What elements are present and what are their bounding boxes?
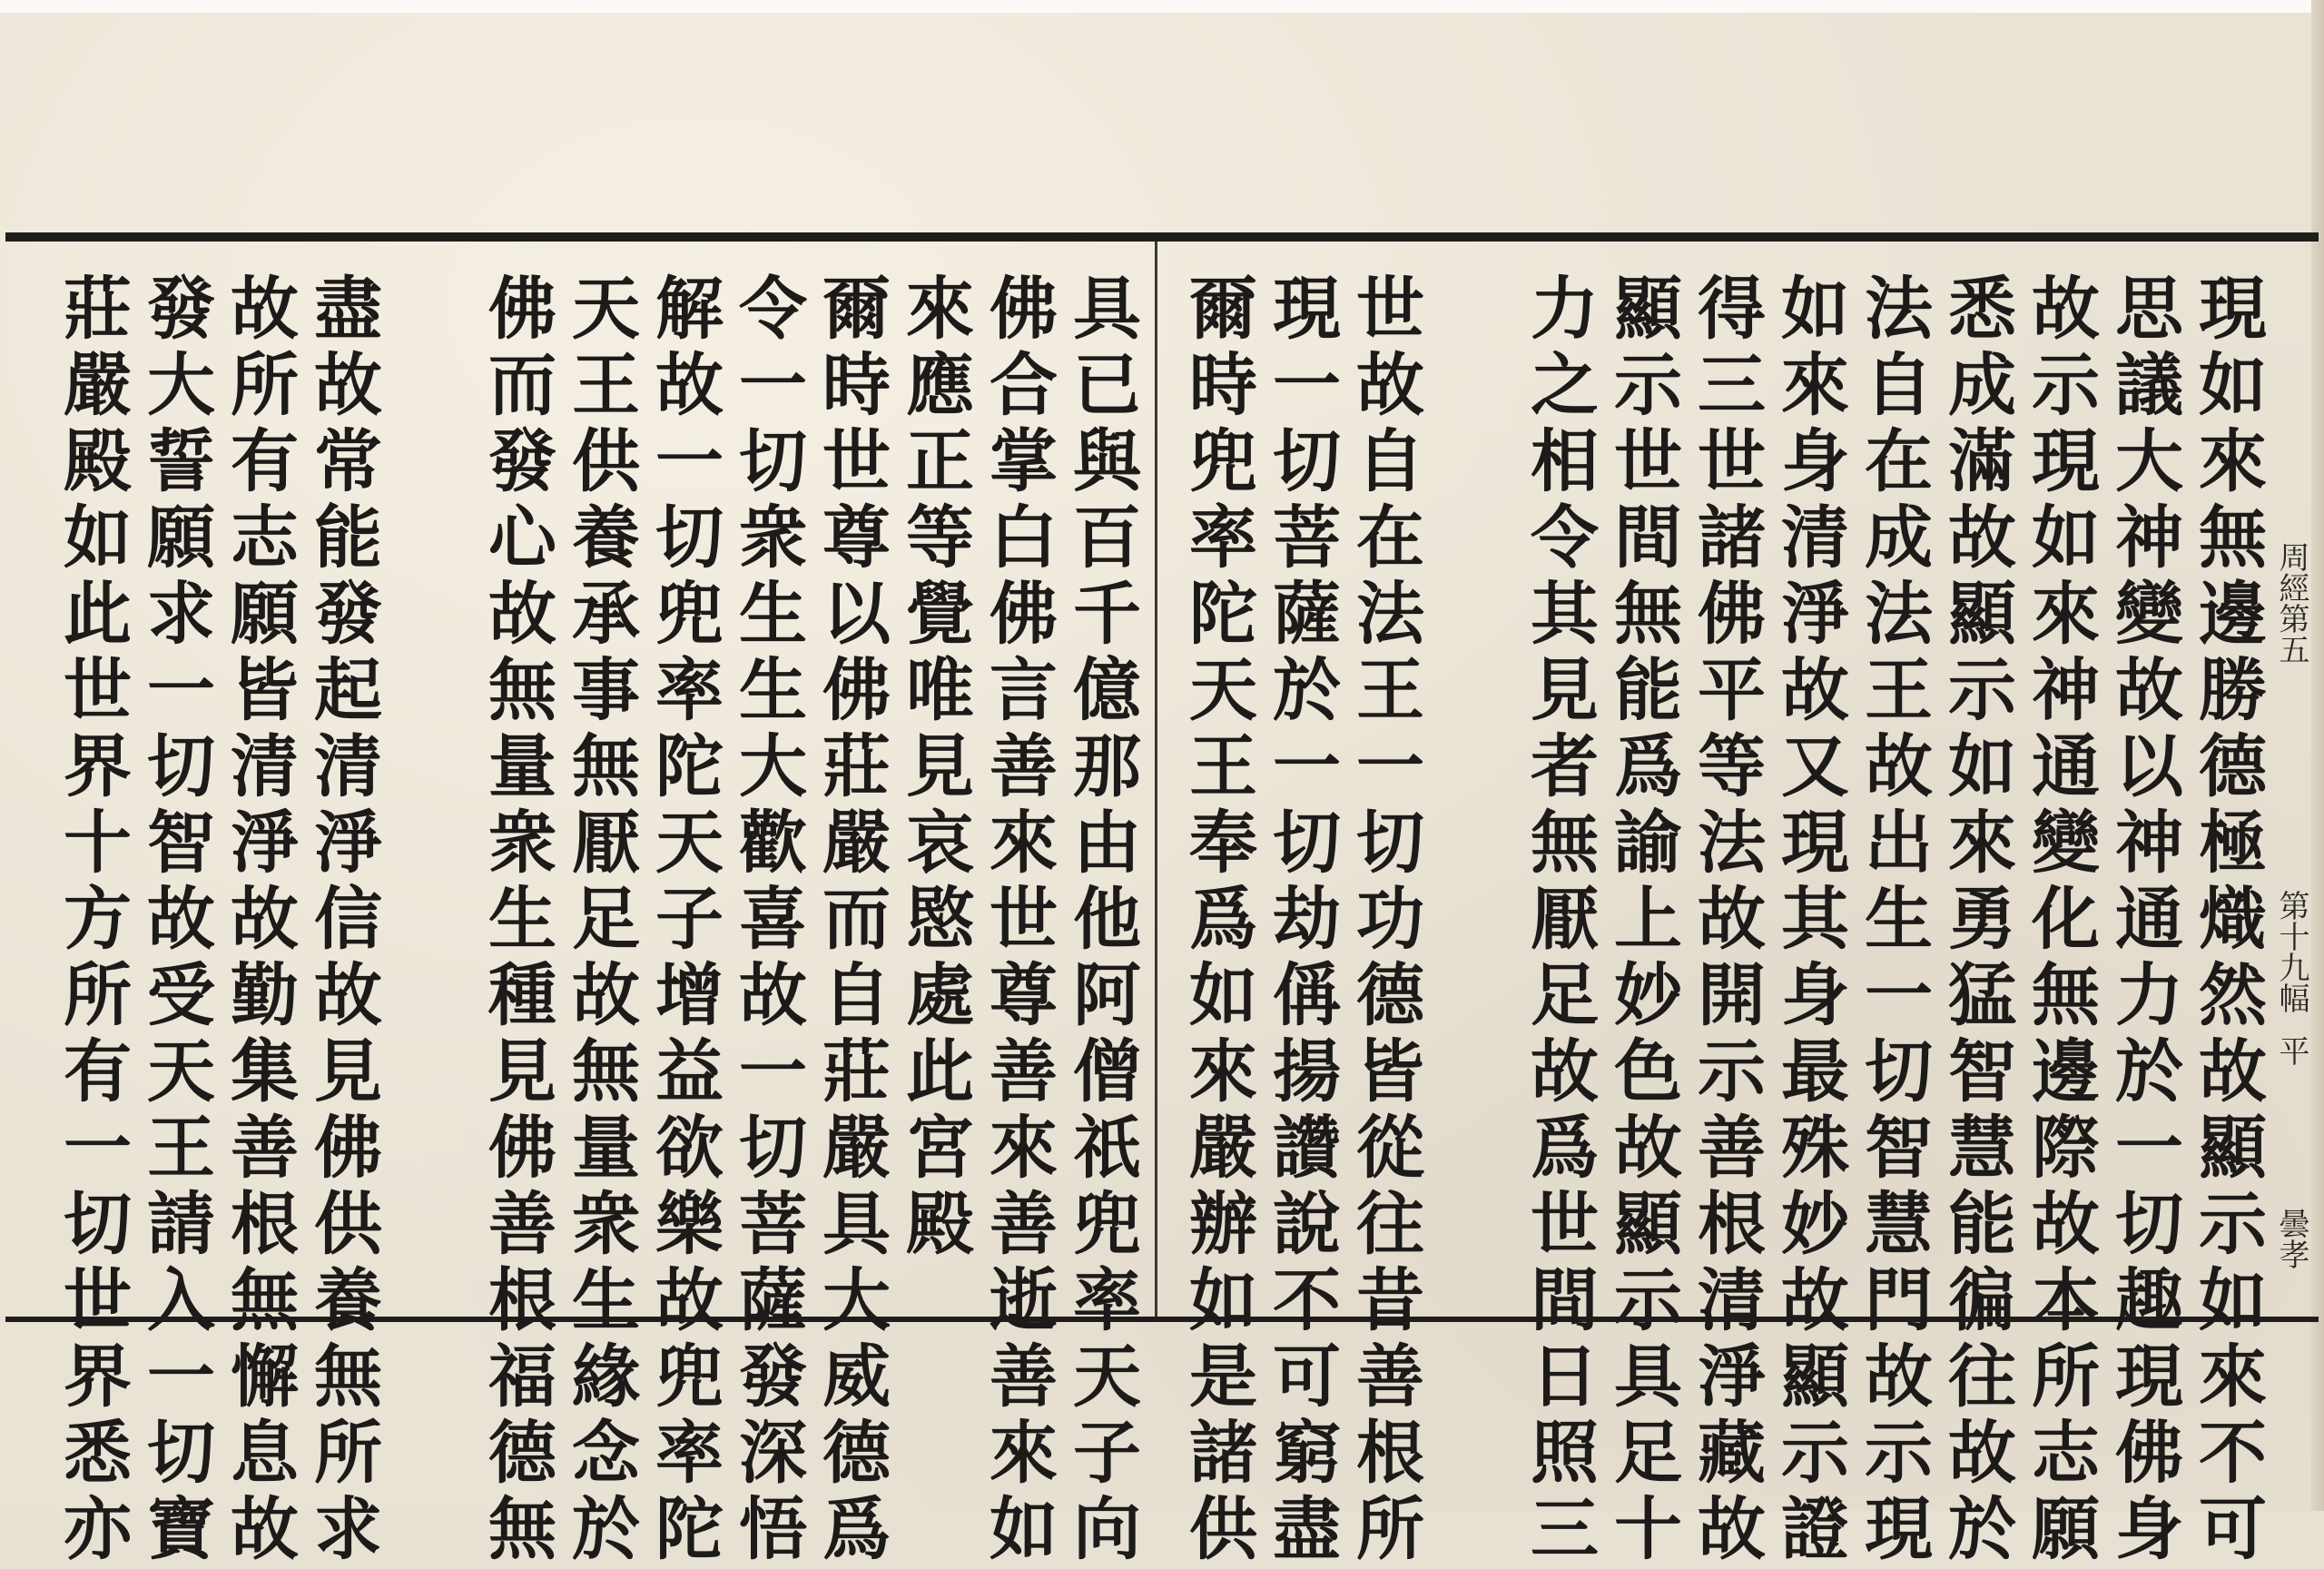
text-column: 天王供養承事無厭足故無量衆生緣念於 (561, 272, 641, 1569)
text-column: 解故一切兜率陀天子增益欲樂故兜率陀 (645, 272, 724, 1569)
text-column: 佛合掌白佛言善來世尊善來善逝善來如 (979, 272, 1059, 1569)
text-column: 現一切菩薩於一切劫偁揚讚說不可窮盡 (1262, 272, 1342, 1569)
text-column: 佛而發心故無量衆生種見佛善根福德無 (478, 272, 557, 1569)
volume-title: 周經第五 (2273, 541, 2309, 665)
center-fold-line (1155, 242, 1157, 1317)
text-column: 盡故常能發起清淨信故見佛供養無所求 (303, 272, 383, 1569)
scan-border (0, 0, 2324, 13)
text-column: 法自在成法王故出生一切智慧門故示現 (1854, 272, 1934, 1569)
text-column: 來應正等覺唯見哀愍處此宮殿 (895, 272, 975, 1264)
text-column: 世故自在法王一切功德皆從往昔善根所 (1345, 272, 1425, 1569)
text-column: 顯示世間無能爲諭上妙色故顯示具足十 (1603, 272, 1683, 1569)
text-column: 爾時兜率陀天王奉爲如來嚴辦如是諸供 (1178, 272, 1258, 1569)
print-mark: 平 (2273, 1035, 2309, 1066)
text-column: 故所有志願皆清淨故勤集善根無懈息故 (220, 272, 300, 1569)
carver-name: 曇孝 (2273, 1208, 2309, 1269)
text-column: 思議大神變故以神通力於一切趣現佛身 (2104, 272, 2184, 1569)
text-column: 得三世諸佛平等法故開示善根清淨藏故 (1687, 272, 1767, 1569)
text-column: 現如來無邊勝德極熾然故顯示如來不可 (2188, 272, 2268, 1569)
text-column: 莊嚴殿如此世界十方所有一切世界悉亦 (53, 272, 133, 1569)
text-column: 具已與百千億那由他阿僧祇兜率天子向 (1062, 272, 1142, 1569)
text-column: 如來身清淨故又現其身最殊妙故顯示證 (1770, 272, 1850, 1569)
text-column: 故示現如來神通變化無邊際故本所志願 (2021, 272, 2101, 1569)
text-column: 令一切衆生生大歡喜故一切菩薩發深悟 (728, 272, 808, 1569)
text-column: 悉成滿故顯示如來勇猛智慧能徧往故於 (1937, 272, 2017, 1569)
page-number: 第十九幅 (2273, 890, 2309, 1013)
text-column: 爾時世尊以佛莊嚴而自莊嚴具大威德爲 (812, 272, 891, 1569)
text-column: 發大誓願求一切智故受天王請入一切寶 (136, 272, 216, 1569)
text-column: 力之相令其見者無厭足故爲世間日照三 (1520, 272, 1600, 1569)
